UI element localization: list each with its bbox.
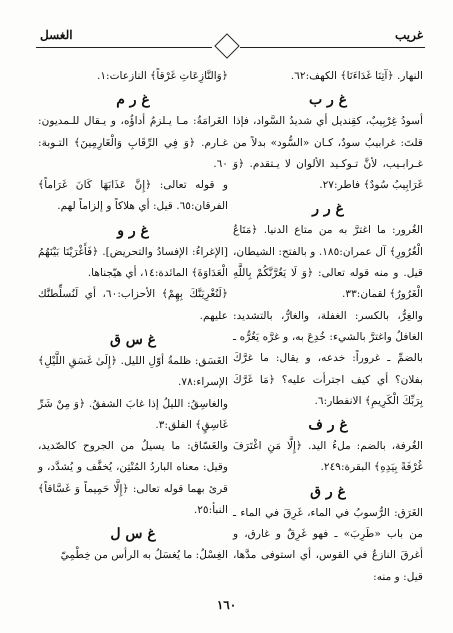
entry-paragraph: الغَرامَةُ: مـا يـلزمُ أداؤُه، و يـقال للـمديون: غـارم. ﴿وَ فِي الرِّقَابِ وَالْغَارِمِينَ﴾ التـوبة: ٦٠. — [38, 115, 228, 170]
entry-paragraph: الغِسْلُ: ما يُغسَلُ به الرأس من خِطْمِيّ — [60, 549, 228, 562]
entry-root-heading: غ س ق — [109, 331, 157, 348]
header-right-title: غريب — [394, 28, 423, 42]
entry-paragraph: والغاسِقُ: الليلُ إذا غابَ الشفقُ. ﴿وَ مِنْ شَرِّ غَاسِقٍ﴾ الفلق:٣. — [38, 397, 228, 431]
entry-paragraph: والغَسّاق: ما يسيلُ من الجروح كالصّديد، وقيل: معناه الباردُ المُنْتِن، يُخفَّف و يُشدَّد، و قرئ بهما قوله تعالى: ﴿إِلَّا حَمِيماً وَ غَسَّاقاً﴾ النبأ:٢٥. — [38, 440, 228, 517]
entry-paragraph: و قوله تعالى: ﴿إِنَّ عَذَابَهَا كَانَ غَرَاماً﴾ الفرقان:٦٥. قيل: أي هلاكاً و إلزاماً لهم. — [38, 179, 228, 213]
entry-root-heading: غ ر ق — [310, 483, 346, 500]
right-column — [233, 66, 423, 588]
entry-paragraph: أسودُ غِرْبِيبٌ، كقِنديل أي شديدُ السَّواد، فإذا قلتَ: غرابيبُ سودٌ، كـان «السُّود» بدلاً من غـرابـيب، لأنَّ تـوكـيد الألوان لا يـتقدم. ﴿وَ غَرَابِيبُ سُودٌ﴾ فاطر:٢٧. — [233, 115, 423, 192]
diamond-ornament-icon — [214, 33, 239, 58]
left-column — [38, 66, 228, 567]
header-left-title: الغسل — [40, 28, 73, 42]
entry-root-heading: غ ر م — [116, 92, 150, 109]
entry-paragraph: ﴿وَالنَّازِعَاتِ غَرْقاً﴾ النازعات:١. — [96, 70, 228, 82]
page-number: ١٦٠ — [216, 598, 237, 612]
entry-paragraph: الغَسَق: ظلمةُ أوّلِ الليل. ﴿إِلَىٰ غَسَقِ اللَّيْلِ﴾ الإسراء:٧٨. — [38, 354, 228, 389]
entry-root-heading: غ ر ف — [308, 417, 348, 434]
entry-paragraph: النهار. ﴿آتِنَا غَدَاءَنَا﴾ الكهف:٦٢. — [290, 70, 423, 82]
entry-paragraph: الغُرفة، بالضم: ملءُ اليد. ﴿إِلَّا مَنِ اغْتَرَفَ غُرْفَةً بِيَدِهِ﴾ البقرة:٢٤٩. — [233, 440, 423, 474]
entry-root-heading: غ س ل — [110, 526, 156, 543]
entry-root-heading: غ ر ب — [308, 92, 348, 109]
entry-root-heading: غ ر ر — [312, 201, 344, 218]
entry-paragraph: الغُرور: ما اغترَّ به من متاع الدنيا. ﴿مَتَاعُ الْغُرُورِ﴾ آل عمران:١٨٥. و بالفتح: الشيطان، قيل. و منه قوله تعالى: ﴿وَ لَا يَغُرَّنَّكُمْ بِاللَّهِ الْغَرُورُ﴾ لقمان:٣٣. — [233, 224, 424, 301]
entry-paragraph: الغَرَق: الرُّسوبُ في الماء، غَرِقَ في الماء ـ من باب «طَرِبَ» ـ فهو غَرِقٌ و غارق، و أغرقَ النازعُ في القوس، أي استوفى مدَّها، قيل: و منه: — [233, 506, 423, 583]
header-rule-right — [240, 47, 425, 48]
header-rule-left — [36, 47, 212, 48]
running-header — [0, 18, 453, 58]
entry-paragraph: [الإغراءُ: الإفسادُ والتحريض]. ﴿فَأَغْرَيْنَا بَيْنَهُمُ الْعَدَاوَةَ﴾ المائدة:١٤، أي هيّجناها. — [38, 245, 228, 280]
entry-paragraph: ﴿لَنُغْرِيَنَّكَ بِهِمْ﴾ الأحزاب:٦٠، أي لَنُسلِّطنَّك عليهم. — [38, 288, 228, 322]
entry-paragraph: والغِرُّ، بالكسر: الغفلة، والغارُّ، بالتشديد: الغافلُ واغترَّ بالشيء: خُدِعَ به، و غرَّه يَغُرُّه ـ بالضمِّ ـ غروراً: خدعه، و يقال: ما غرَّكَ بفلان؟ أي كيف اجترأت عليه؟ ﴿مَا غَرَّكَ بِرَبِّكَ الْكَرِيمِ﴾ الانفطار:٦. — [233, 309, 423, 407]
entry-root-heading: غ ر و — [117, 222, 149, 239]
